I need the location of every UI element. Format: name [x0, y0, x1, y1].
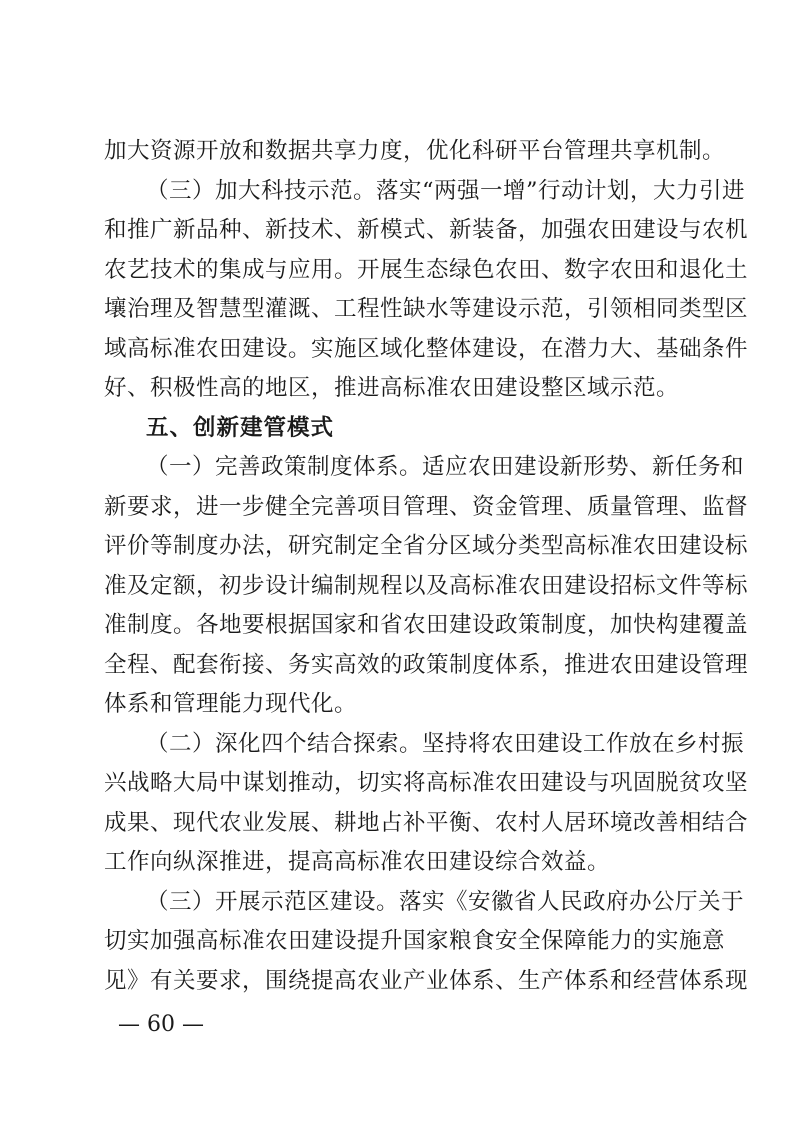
body-line: 准及定额，初步设计编制规程以及高标准农田建设招标文件等标 [104, 573, 749, 599]
body-line: 域高标准农田建设。实施区域化整体建设，在潜力大、基础条件 [104, 336, 749, 362]
body-line: 成果、现代农业发展、耕地占补平衡、农村人居环境改善相结合 [104, 810, 749, 836]
body-line: 好、积极性高的地区，推进高标准农田建设整区域示范。 [104, 375, 680, 401]
page-number: — 60 — [118, 1012, 204, 1037]
body-line: 工作向纵深推进，提高高标准农田建设综合效益。 [104, 849, 611, 875]
subsection-paragraph-start: （一）完善政策制度体系。适应农田建设新形势、新任务和 [146, 454, 745, 480]
body-line: 壤治理及智慧型灌溉、工程性缺水等建设示范，引领相同类型区 [104, 296, 749, 322]
subsection-paragraph-start: （三）开展示范区建设。落实《安徽省人民政府办公厅关于 [146, 889, 745, 915]
body-line: 全程、配套衔接、务实高效的政策制度体系，推进农田建设管理 [104, 652, 749, 678]
body-line: 准制度。各地要根据国家和省农田建设政策制度，加快构建覆盖 [104, 612, 749, 638]
section-heading: 五、创新建管模式 [146, 415, 335, 441]
body-line: 加大资源开放和数据共享力度，优化科研平台管理共享机制。 [104, 138, 726, 164]
subsection-paragraph-start: （三）加大科技示范。落实“两强一增”行动计划，大力引进 [146, 178, 746, 204]
body-line: 新要求，进一步健全完善项目管理、资金管理、质量管理、监督 [104, 494, 749, 520]
body-line: 切实加强高标准农田建设提升国家粮食安全保障能力的实施意 [104, 928, 726, 954]
body-line: 农艺技术的集成与应用。开展生态绿色农田、数字农田和退化土 [104, 257, 749, 283]
subsection-paragraph-start: （二）深化四个结合探索。坚持将农田建设工作放在乡村振 [146, 731, 745, 757]
body-line: 评价等制度办法，研究制定全省分区域分类型高标准农田建设标 [104, 533, 749, 559]
body-line: 和推广新品种、新技术、新模式、新装备，加强农田建设与农机 [104, 217, 749, 243]
body-line: 兴战略大局中谋划推动，切实将高标准农田建设与巩固脱贫攻坚 [104, 770, 749, 796]
body-line: 见》有关要求，围绕提高农业产业体系、生产体系和经营体系现 [104, 968, 749, 994]
body-line: 体系和管理能力现代化。 [104, 691, 358, 717]
